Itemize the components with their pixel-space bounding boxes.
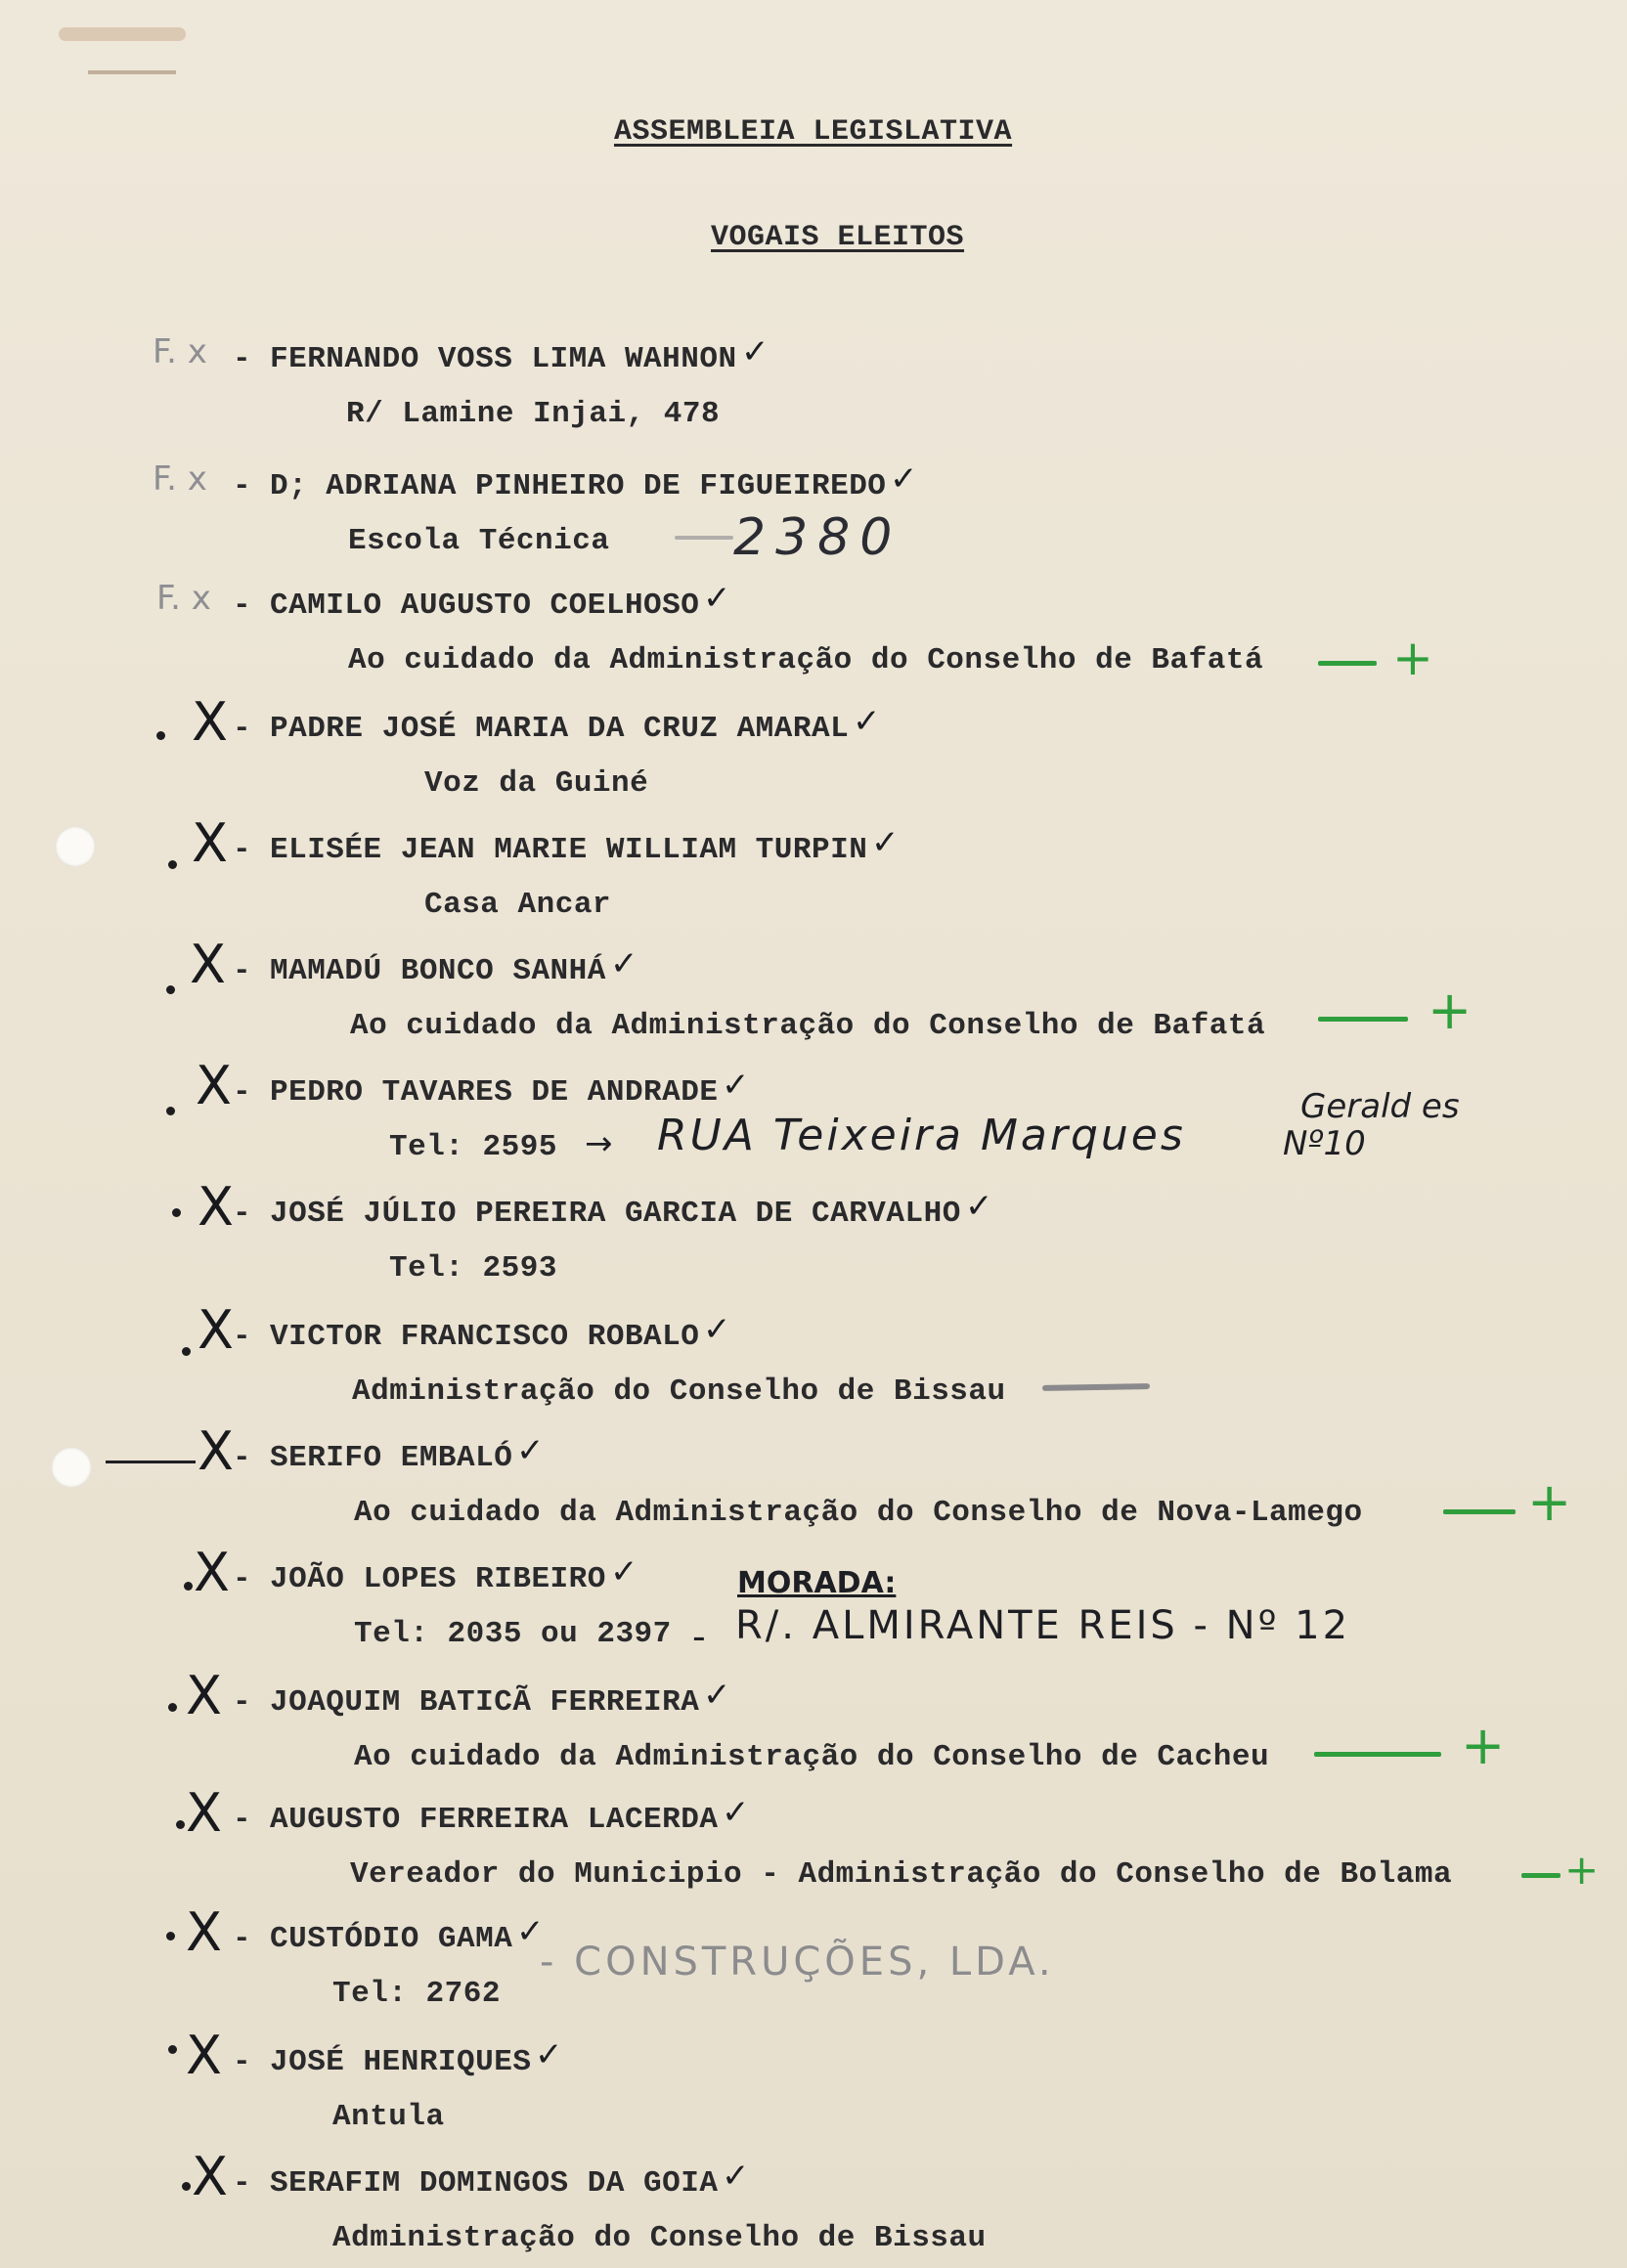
check-mark: ✓ [722, 2157, 750, 2196]
entry-name: AUGUSTO FERREIRA LACERDA [270, 1803, 719, 1837]
entry-dash: - [233, 1685, 251, 1720]
entry-dash: - [233, 1922, 251, 1956]
handwritten-dash: - [692, 1615, 706, 1658]
bullet-dot [168, 860, 177, 869]
check-mark: ✓ [703, 1676, 731, 1715]
handwritten-x-mark: X [186, 1782, 222, 1844]
handwritten-number: 2380 [733, 508, 902, 567]
handwritten-x-mark: X [186, 2025, 222, 2086]
handwritten-x-mark: X [192, 2146, 228, 2207]
entry-name: CAMILO AUGUSTO COELHOSO [270, 589, 700, 623]
green-plus: + [1392, 630, 1433, 686]
ink-stain [88, 70, 176, 74]
green-dash [1443, 1509, 1516, 1514]
entry-dash: - [233, 1562, 251, 1596]
green-dash [1318, 661, 1377, 666]
pencil-mark: F. x [153, 459, 207, 499]
handwritten-x-mark: X [192, 691, 228, 753]
handwritten-address: RUA Teixeira Marques [657, 1111, 1186, 1160]
entry-name: D; ADRIANA PINHEIRO DE FIGUEIREDO [270, 469, 887, 503]
entry-name: JOAQUIM BATICÃ FERREIRA [270, 1685, 700, 1720]
entry-name: ELISÉE JEAN MARIE WILLIAM TURPIN [270, 833, 868, 867]
bullet-dot [166, 1932, 175, 1941]
entry-detail: Tel: 2035 ou 2397 [354, 1617, 672, 1651]
entry-dash: - [233, 1075, 251, 1110]
green-plus: + [1428, 980, 1473, 1041]
green-plus: + [1527, 1471, 1572, 1533]
handwritten-x-mark: X [192, 812, 228, 874]
bullet-dot [176, 1820, 185, 1829]
entry-name: JOSÉ HENRIQUES [270, 2045, 532, 2079]
pencil-scribble [675, 536, 733, 540]
handwritten-address-3: Nº10 [1283, 1124, 1366, 1163]
check-mark: ✓ [703, 1310, 731, 1349]
entry-name: PEDRO TAVARES DE ANDRADE [270, 1075, 719, 1110]
check-mark: ✓ [610, 944, 638, 983]
green-dash [1521, 1873, 1561, 1878]
document-subtitle: VOGAIS ELEITOS [711, 221, 965, 254]
entry-detail: Vereador do Municipio - Administração do Conselho de Bolama [350, 1857, 1453, 1892]
entry-detail: Voz da Guiné [424, 766, 649, 801]
bullet-dot [168, 1703, 177, 1712]
entry-detail: Tel: 2762 [332, 1977, 501, 2011]
handwritten-x-mark: X [190, 934, 226, 995]
bullet-dot [166, 1107, 175, 1115]
handwritten-heading: MORADA: [737, 1566, 897, 1600]
entry-dash: - [233, 342, 251, 376]
check-mark: ✓ [890, 459, 918, 499]
handwritten-arrow: → [585, 1124, 613, 1163]
bullet-dot [182, 2182, 191, 2191]
pencil-line [1042, 1383, 1150, 1391]
entry-name: FERNANDO VOSS LIMA WAHNON [270, 342, 737, 376]
bullet-dot [182, 1347, 191, 1356]
handwritten-address: R/. ALMIRANTE REIS - Nº 12 [735, 1603, 1351, 1648]
entry-detail: Administração do Conselho de Bissau [332, 2221, 987, 2255]
entry-name: SERAFIM DOMINGOS DA GOIA [270, 2166, 719, 2201]
entry-detail: Tel: 2595 [389, 1130, 557, 1164]
punch-hole [51, 1447, 92, 1488]
handwritten-x-mark: X [198, 1176, 234, 1238]
check-mark: ✓ [871, 823, 900, 862]
entry-dash: - [233, 589, 251, 623]
entry-dash: - [233, 833, 251, 867]
entry-dash: - [233, 712, 251, 746]
check-mark: ✓ [516, 1431, 545, 1470]
handwritten-address-2: Gerald es [1300, 1087, 1460, 1126]
check-mark: ✓ [516, 1912, 545, 1951]
pencil-mark: F. x [153, 332, 207, 371]
green-plus: + [1564, 1846, 1600, 1894]
handwritten-x-mark: X [194, 1542, 230, 1603]
bullet-dot [156, 731, 165, 740]
bullet-dot [168, 2045, 177, 2054]
check-mark: ✓ [535, 2035, 563, 2074]
entry-detail: Ao cuidado da Administração do Conselho de Cacheu [354, 1740, 1270, 1774]
green-dash [1314, 1752, 1441, 1757]
check-mark: ✓ [741, 332, 770, 371]
pencil-mark: F. x [156, 579, 211, 618]
entry-detail: Ao cuidado da Administração do Conselho de Bafatá [348, 643, 1264, 677]
entry-detail: R/ Lamine Injai, 478 [346, 397, 721, 431]
pencil-note: - CONSTRUÇÕES, LDA. [540, 1940, 1055, 1984]
entry-detail: Ao cuidado da Administração do Conselho de Bafatá [350, 1009, 1266, 1043]
check-mark: ✓ [965, 1187, 993, 1226]
entry-name: CUSTÓDIO GAMA [270, 1922, 513, 1956]
green-dash [1318, 1017, 1408, 1022]
entry-dash: - [233, 1803, 251, 1837]
check-mark: ✓ [610, 1552, 638, 1592]
punch-hole [55, 826, 96, 867]
handwritten-x-mark: X [186, 1665, 222, 1726]
entry-name: PADRE JOSÉ MARIA DA CRUZ AMARAL [270, 712, 850, 746]
entry-detail: Ao cuidado da Administração do Conselho de Nova-Lamego [354, 1496, 1363, 1530]
check-mark: ✓ [703, 579, 731, 618]
entry-name: JOÃO LOPES RIBEIRO [270, 1562, 606, 1596]
entry-detail: Administração do Conselho de Bissau [352, 1374, 1006, 1409]
entry-detail: Casa Ancar [424, 888, 612, 922]
entry-dash: - [233, 1197, 251, 1231]
handwritten-x-mark: X [186, 1901, 222, 1963]
bullet-dot [166, 985, 175, 994]
check-mark: ✓ [722, 1066, 750, 1105]
handwritten-x-mark: X [198, 1420, 234, 1482]
entry-dash: - [233, 954, 251, 988]
entry-dash: - [233, 2166, 251, 2201]
entry-dash: - [233, 1320, 251, 1354]
entry-name: SERIFO EMBALÓ [270, 1441, 513, 1475]
entry-dash: - [233, 2045, 251, 2079]
entry-name: VICTOR FRANCISCO ROBALO [270, 1320, 700, 1354]
bullet-dot [172, 1208, 181, 1217]
ink-stain [59, 27, 186, 41]
check-mark: ✓ [722, 1793, 750, 1832]
entry-detail: Tel: 2593 [389, 1251, 557, 1286]
margin-line [106, 1461, 196, 1463]
handwritten-x-mark: X [196, 1055, 232, 1116]
entry-name: MAMADÚ BONCO SANHÁ [270, 954, 606, 988]
check-mark: ✓ [853, 702, 881, 741]
entry-name: JOSÉ JÚLIO PEREIRA GARCIA DE CARVALHO [270, 1197, 961, 1231]
entry-dash: - [233, 1441, 251, 1475]
entry-detail: Escola Técnica [348, 524, 610, 558]
green-plus: + [1461, 1715, 1506, 1776]
handwritten-x-mark: X [198, 1299, 234, 1361]
entry-dash: - [233, 469, 251, 503]
entry-detail: Antula [332, 2100, 445, 2134]
bullet-dot [184, 1582, 193, 1591]
document-title: ASSEMBLEIA LEGISLATIVA [614, 115, 1013, 149]
